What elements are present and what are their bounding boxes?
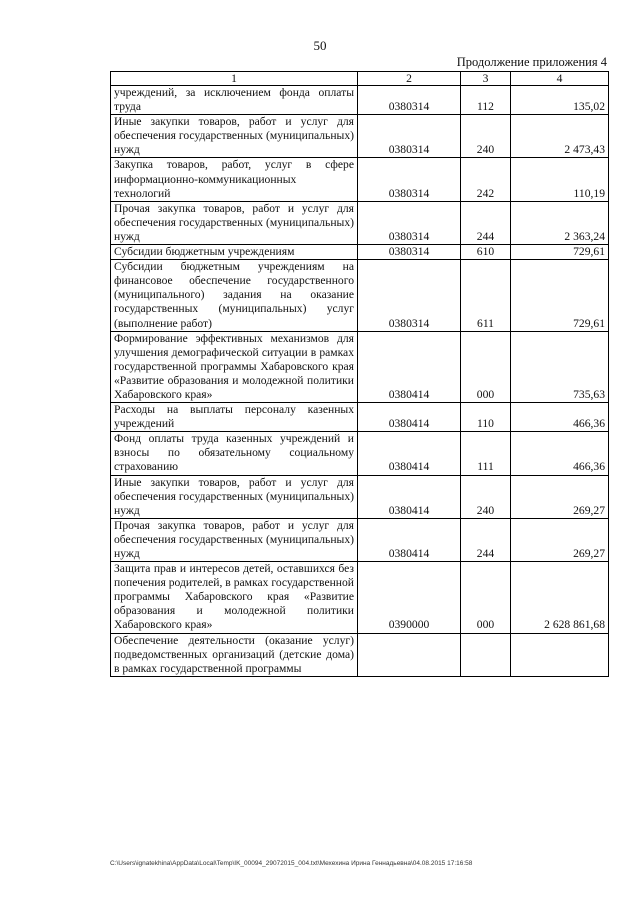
table-row	[111, 633, 609, 676]
row-name: Прочая закупка товаров, работ и услуг для обеспечения государственных (муниципальных) нужд	[111, 201, 358, 244]
row-expense-type: 244	[461, 201, 511, 244]
table-row	[111, 115, 609, 158]
row-expense-type: 111	[461, 432, 511, 475]
row-target-code: 0380414	[358, 432, 461, 475]
footer-file-path: C:\Users\ignatekhina\AppData\Local\Temp\IK_00094_29072015_004.txt\Мехехина Ирина Геннадьевна\04.08.2015 17:16:58	[110, 860, 473, 867]
table-row	[111, 158, 609, 201]
table-row	[111, 260, 609, 331]
row-target-code: 0380414	[358, 403, 461, 432]
row-expense-type: 112	[461, 86, 511, 115]
row-target-code: 0380314	[358, 86, 461, 115]
row-name: Субсидии бюджетным учреждениям на финансовое обеспечение государственного (муниципального) задания на оказание государственных (муниципальных) услуг (выполнение работ)	[111, 260, 358, 331]
row-amount: 2 473,43	[511, 115, 609, 158]
row-name: Иные закупки товаров, работ и услуг для обеспечения государственных (муниципальных) нужд	[111, 115, 358, 158]
table-row	[111, 562, 609, 633]
row-name: Расходы на выплаты персоналу казенных учреждений	[111, 403, 358, 432]
row-amount: 466,36	[511, 432, 609, 475]
row-expense-type: 611	[461, 260, 511, 331]
table-row	[111, 86, 609, 115]
budget-table	[110, 71, 609, 677]
row-expense-type: 240	[461, 475, 511, 518]
row-target-code: 0380314	[358, 158, 461, 201]
row-amount: 135,02	[511, 86, 609, 115]
table-row	[111, 403, 609, 432]
header-col-4: 4	[511, 72, 609, 86]
row-amount: 269,27	[511, 518, 609, 561]
row-expense-type	[461, 633, 511, 676]
row-name: Защита прав и интересов детей, оставшихся без попечения родителей, в рамках государственной программы Хабаровского края «Развитие образования и молодежной политики Хабаровского края»	[111, 562, 358, 633]
row-name: учреждений, за исключением фонда оплаты труда	[111, 86, 358, 115]
row-name: Субсидии бюджетным учреждениям	[111, 245, 358, 260]
row-amount: 110,19	[511, 158, 609, 201]
row-expense-type: 610	[461, 245, 511, 260]
row-expense-type: 000	[461, 331, 511, 402]
row-target-code: 0380414	[358, 518, 461, 561]
row-target-code: 0380314	[358, 260, 461, 331]
row-name: Фонд оплаты труда казенных учреждений и взносы по обязательному социальному страхованию	[111, 432, 358, 475]
row-target-code	[358, 633, 461, 676]
row-target-code: 0380414	[358, 475, 461, 518]
row-name: Формирование эффективных механизмов для улучшения демографической ситуации в рамках государственной программы Хабаровского края «Развитие образования и молодежной политики Хабаровского края»	[111, 331, 358, 402]
header-col-1: 1	[111, 72, 358, 86]
row-target-code: 0380314	[358, 201, 461, 244]
row-name: Закупка товаров, работ, услуг в сфере информационно-коммуникационных технологий	[111, 158, 358, 201]
table-row	[111, 518, 609, 561]
row-amount: 466,36	[511, 403, 609, 432]
row-target-code: 0380414	[358, 331, 461, 402]
row-amount	[511, 633, 609, 676]
header-col-3: 3	[461, 72, 511, 86]
row-amount: 2 363,24	[511, 201, 609, 244]
row-target-code: 0390000	[358, 562, 461, 633]
continuation-label: Продолжение приложения 4	[456, 55, 607, 69]
page-number: 50	[313, 38, 327, 53]
table-row	[111, 432, 609, 475]
row-expense-type: 240	[461, 115, 511, 158]
table-row	[111, 201, 609, 244]
row-name: Обеспечение деятельности (оказание услуг) подведомственных организаций (детские дома) в рамках государственной программы	[111, 633, 358, 676]
row-amount: 735,63	[511, 331, 609, 402]
table-row	[111, 331, 609, 402]
row-name: Иные закупки товаров, работ и услуг для обеспечения государственных (муниципальных) нужд	[111, 475, 358, 518]
table-row	[111, 475, 609, 518]
table-row	[111, 245, 609, 260]
table-header-row	[111, 72, 609, 86]
header-col-2: 2	[358, 72, 461, 86]
row-expense-type: 110	[461, 403, 511, 432]
row-amount: 269,27	[511, 475, 609, 518]
row-amount: 2 628 861,68	[511, 562, 609, 633]
row-expense-type: 000	[461, 562, 511, 633]
row-amount: 729,61	[511, 245, 609, 260]
row-target-code: 0380314	[358, 245, 461, 260]
row-expense-type: 242	[461, 158, 511, 201]
row-amount: 729,61	[511, 260, 609, 331]
row-target-code: 0380314	[358, 115, 461, 158]
row-expense-type: 244	[461, 518, 511, 561]
table-body	[111, 86, 609, 677]
row-name: Прочая закупка товаров, работ и услуг для обеспечения государственных (муниципальных) нужд	[111, 518, 358, 561]
